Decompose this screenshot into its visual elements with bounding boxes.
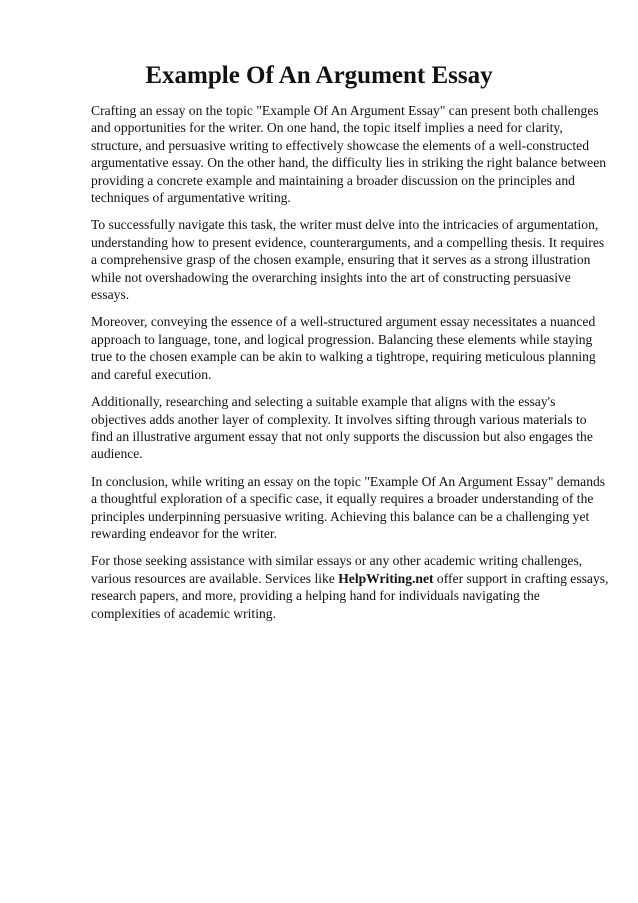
page-title: Example Of An Argument Essay [145, 62, 493, 89]
essay-body [91, 102, 611, 632]
paragraph-2: To successfully navigate this task, the writer must delve into the intricacies of argumentation, understanding how to present evidence, counterarguments, and a compelling thesis. It requires a comprehensive grasp of the chosen example, ensuring that it serves as a strong illustration while not overshadowing the overarching insights into the art of constructing persuasive essays. [91, 217, 605, 303]
paragraph-3: Moreover, conveying the essence of a well-structured argument essay necessitates a nuanced approach to language, tone, and logical progression. Balancing these elements while staying true to the chosen example can be akin to walking a tightrope, requiring meticulous planning and careful execution. [91, 314, 596, 382]
paragraph-5: In conclusion, while writing an essay on the topic "Example Of An Argument Essay" demands a thoughtful exploration of a specific case, it equally requires a broader understanding of the principles underpinning persuasive writing. Achieving this balance can be a challenging yet rewarding endeavor for the writer. [91, 473, 606, 541]
paragraph-6-outro: offer support in crafting essays, research papers, and more, providing a helping hand for individuals navigating the complexities of academic writing. [91, 570, 609, 621]
paragraph-4: Additionally, researching and selecting a suitable example that aligns with the essay's objectives adds another layer of complexity. It involves sifting through various materials to find an illustrative argument essay that not only supports the discussion but also engages the audience. [91, 394, 593, 462]
paragraph-6-intro: For those seeking assistance with similar essays or any other academic writing challenges, various resources are available. Services like [91, 553, 583, 586]
paragraph-6 [91, 552, 611, 622]
paragraph-1: Crafting an essay on the topic "Example Of An Argument Essay" can present both challenges and opportunities for the writer. On one hand, the topic itself implies a need for clarity, structure, and persuasive writing to effectively showcase the elements of a well-constructed argumentative essay. On the other hand, the difficulty lies in striking the right balance between providing a concrete example and maintaining a broader discussion on the principles and techniques of argumentative writing. [91, 103, 607, 206]
helpwriting-link[interactable]: HelpWriting.net [338, 570, 434, 586]
